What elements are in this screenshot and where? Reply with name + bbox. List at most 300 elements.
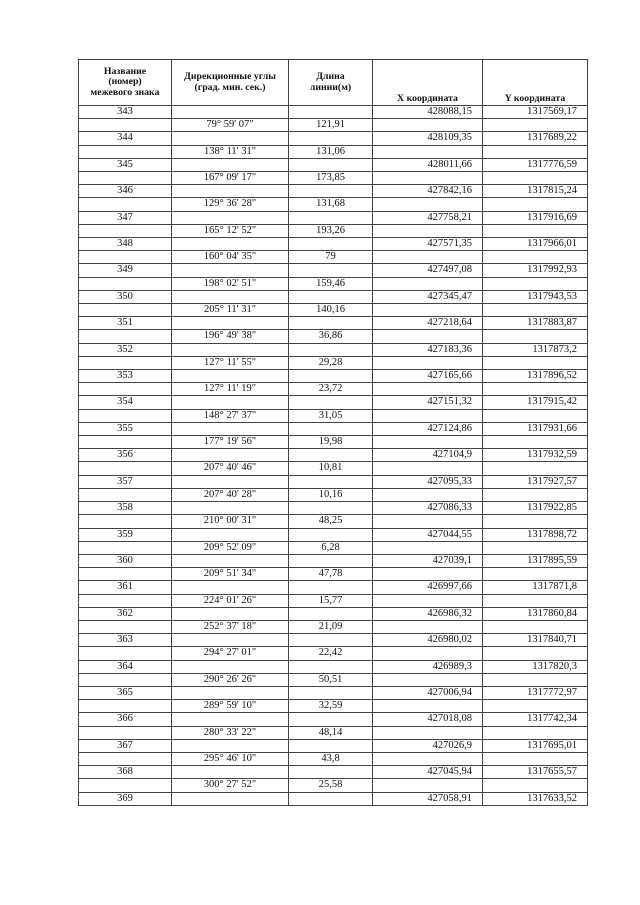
x-coordinate-cell: 427218,64	[373, 317, 483, 330]
empty-cell	[172, 739, 289, 752]
x-coordinate-cell: 427842,16	[373, 185, 483, 198]
empty-cell	[289, 713, 373, 726]
empty-cell	[373, 409, 483, 422]
empty-cell	[289, 449, 373, 462]
empty-cell	[373, 119, 483, 132]
mark-row	[79, 581, 588, 594]
empty-cell	[79, 620, 172, 633]
empty-cell	[79, 330, 172, 343]
empty-cell	[483, 198, 588, 211]
empty-cell	[483, 673, 588, 686]
directional-angle-cell: 167° 09' 17"	[172, 172, 289, 185]
mark-row	[79, 634, 588, 647]
table-body	[79, 106, 588, 806]
directional-angle-cell: 207° 40' 28"	[172, 488, 289, 501]
line-length-cell: 23,72	[289, 383, 373, 396]
segment-row	[79, 409, 588, 422]
mark-row	[79, 290, 588, 303]
y-coordinate-cell: 1317776,59	[483, 158, 588, 171]
directional-angle-cell: 290° 26' 26"	[172, 673, 289, 686]
empty-cell	[79, 462, 172, 475]
empty-cell	[79, 409, 172, 422]
segment-row	[79, 119, 588, 132]
empty-cell	[289, 502, 373, 515]
empty-cell	[289, 422, 373, 435]
empty-cell	[373, 304, 483, 317]
empty-cell	[483, 620, 588, 633]
empty-cell	[483, 251, 588, 264]
mark-name-cell: 364	[79, 660, 172, 673]
x-coordinate-cell: 427095,33	[373, 475, 483, 488]
mark-row	[79, 554, 588, 567]
directional-angle-cell: 138° 11' 31"	[172, 145, 289, 158]
x-coordinate-cell: 428011,66	[373, 158, 483, 171]
mark-name-cell: 348	[79, 238, 172, 251]
empty-cell	[483, 462, 588, 475]
empty-cell	[373, 356, 483, 369]
y-coordinate-cell: 1317896,52	[483, 370, 588, 383]
empty-cell	[172, 528, 289, 541]
empty-cell	[79, 304, 172, 317]
x-coordinate-cell: 427039,1	[373, 554, 483, 567]
empty-cell	[172, 238, 289, 251]
empty-cell	[483, 277, 588, 290]
x-coordinate-cell: 427086,33	[373, 502, 483, 515]
mark-name-cell: 367	[79, 739, 172, 752]
empty-cell	[289, 766, 373, 779]
segment-row	[79, 647, 588, 660]
mark-name-cell: 359	[79, 528, 172, 541]
empty-cell	[79, 488, 172, 501]
mark-row	[79, 449, 588, 462]
empty-cell	[373, 251, 483, 264]
mark-name-cell: 349	[79, 264, 172, 277]
segment-row	[79, 145, 588, 158]
empty-cell	[172, 660, 289, 673]
y-coordinate-cell: 1317895,59	[483, 554, 588, 567]
y-coordinate-cell: 1317871,8	[483, 581, 588, 594]
y-coordinate-cell: 1317815,24	[483, 185, 588, 198]
empty-cell	[172, 396, 289, 409]
empty-cell	[172, 686, 289, 699]
segment-row	[79, 436, 588, 449]
empty-cell	[79, 198, 172, 211]
x-coordinate-cell: 427018,08	[373, 713, 483, 726]
empty-cell	[483, 172, 588, 185]
empty-cell	[172, 502, 289, 515]
directional-angle-cell: 210° 00' 31"	[172, 515, 289, 528]
empty-cell	[79, 383, 172, 396]
segment-row	[79, 620, 588, 633]
mark-row	[79, 132, 588, 145]
empty-cell	[172, 792, 289, 805]
mark-name-cell: 357	[79, 475, 172, 488]
x-coordinate-cell: 427026,9	[373, 739, 483, 752]
empty-cell	[79, 436, 172, 449]
x-coordinate-cell: 427058,91	[373, 792, 483, 805]
empty-cell	[172, 713, 289, 726]
line-length-cell: 43,8	[289, 752, 373, 765]
directional-angle-cell: 209° 51' 34"	[172, 568, 289, 581]
empty-cell	[373, 752, 483, 765]
empty-cell	[172, 290, 289, 303]
mark-name-cell: 363	[79, 634, 172, 647]
empty-cell	[373, 462, 483, 475]
segment-row	[79, 383, 588, 396]
empty-cell	[172, 158, 289, 171]
x-coordinate-cell: 426989,3	[373, 660, 483, 673]
x-coordinate-cell: 427124,86	[373, 422, 483, 435]
line-length-cell: 140,16	[289, 304, 373, 317]
empty-cell	[172, 185, 289, 198]
mark-row	[79, 158, 588, 171]
segment-row	[79, 541, 588, 554]
directional-angle-cell: 209° 52' 09"	[172, 541, 289, 554]
y-coordinate-cell: 1317569,17	[483, 106, 588, 119]
line-length-cell: 79	[289, 251, 373, 264]
empty-cell	[373, 224, 483, 237]
empty-cell	[289, 528, 373, 541]
directional-angle-cell: 79° 59' 07"	[172, 119, 289, 132]
segment-row	[79, 462, 588, 475]
mark-name-cell: 346	[79, 185, 172, 198]
mark-row	[79, 528, 588, 541]
line-length-cell: 10,16	[289, 488, 373, 501]
mark-row	[79, 475, 588, 488]
mark-row	[79, 185, 588, 198]
directional-angle-cell: 196° 49' 38"	[172, 330, 289, 343]
x-coordinate-cell: 427571,35	[373, 238, 483, 251]
y-coordinate-cell: 1317932,59	[483, 449, 588, 462]
y-coordinate-cell: 1317772,97	[483, 686, 588, 699]
line-length-cell: 131,68	[289, 198, 373, 211]
segment-row	[79, 726, 588, 739]
x-coordinate-cell: 427151,32	[373, 396, 483, 409]
directional-angle-cell: 205° 11' 31"	[172, 304, 289, 317]
y-coordinate-cell: 1317916,69	[483, 211, 588, 224]
directional-angle-cell: 165° 12' 52"	[172, 224, 289, 237]
empty-cell	[373, 145, 483, 158]
line-length-cell: 6,28	[289, 541, 373, 554]
mark-name-cell: 355	[79, 422, 172, 435]
empty-cell	[172, 554, 289, 567]
x-coordinate-cell: 427104,9	[373, 449, 483, 462]
mark-row	[79, 739, 588, 752]
directional-angle-cell: 280° 33' 22"	[172, 726, 289, 739]
header-x-coordinate: X координата	[373, 60, 483, 106]
segment-row	[79, 752, 588, 765]
directional-angle-cell: 224° 01' 26"	[172, 594, 289, 607]
y-coordinate-cell: 1317860,84	[483, 607, 588, 620]
empty-cell	[289, 238, 373, 251]
x-coordinate-cell: 427183,36	[373, 343, 483, 356]
empty-cell	[289, 554, 373, 567]
empty-cell	[79, 172, 172, 185]
header-line-length: Длина линии(м)	[289, 60, 373, 106]
empty-cell	[79, 277, 172, 290]
empty-cell	[79, 673, 172, 686]
mark-row	[79, 211, 588, 224]
y-coordinate-cell: 1317689,22	[483, 132, 588, 145]
empty-cell	[289, 132, 373, 145]
empty-cell	[289, 211, 373, 224]
mark-row	[79, 343, 588, 356]
empty-cell	[172, 475, 289, 488]
empty-cell	[373, 700, 483, 713]
line-length-cell: 48,14	[289, 726, 373, 739]
empty-cell	[373, 436, 483, 449]
empty-cell	[483, 330, 588, 343]
directional-angle-cell: 294° 27' 01"	[172, 647, 289, 660]
header-directional-angle: Дирекционные углы (град. мин. сек.)	[172, 60, 289, 106]
empty-cell	[79, 515, 172, 528]
empty-cell	[373, 594, 483, 607]
empty-cell	[373, 620, 483, 633]
empty-cell	[483, 752, 588, 765]
empty-cell	[79, 700, 172, 713]
line-length-cell: 173,85	[289, 172, 373, 185]
line-length-cell: 19,98	[289, 436, 373, 449]
empty-cell	[483, 515, 588, 528]
x-coordinate-cell: 427345,47	[373, 290, 483, 303]
segment-row	[79, 330, 588, 343]
directional-angle-cell: 207° 40' 46"	[172, 462, 289, 475]
boundary-marks-table	[78, 59, 588, 806]
mark-name-cell: 356	[79, 449, 172, 462]
empty-cell	[483, 726, 588, 739]
empty-cell	[373, 568, 483, 581]
segment-row	[79, 594, 588, 607]
empty-cell	[289, 185, 373, 198]
y-coordinate-cell: 1317943,53	[483, 290, 588, 303]
empty-cell	[172, 106, 289, 119]
segment-row	[79, 251, 588, 264]
empty-cell	[79, 779, 172, 792]
empty-cell	[483, 779, 588, 792]
segment-row	[79, 515, 588, 528]
empty-cell	[172, 211, 289, 224]
header-mark-name: Название (номер) межевого знака	[79, 60, 172, 106]
empty-cell	[289, 158, 373, 171]
mark-row	[79, 792, 588, 805]
empty-cell	[483, 224, 588, 237]
empty-cell	[79, 541, 172, 554]
empty-cell	[483, 409, 588, 422]
empty-cell	[172, 422, 289, 435]
mark-name-cell: 351	[79, 317, 172, 330]
empty-cell	[373, 330, 483, 343]
empty-cell	[79, 356, 172, 369]
line-length-cell: 131,06	[289, 145, 373, 158]
empty-cell	[483, 145, 588, 158]
y-coordinate-cell: 1317915,42	[483, 396, 588, 409]
y-coordinate-cell: 1317840,71	[483, 634, 588, 647]
y-coordinate-cell: 1317922,85	[483, 502, 588, 515]
directional-angle-cell: 127° 11' 19"	[172, 383, 289, 396]
empty-cell	[289, 343, 373, 356]
empty-cell	[172, 607, 289, 620]
directional-angle-cell: 127° 11' 55"	[172, 356, 289, 369]
empty-cell	[289, 475, 373, 488]
mark-name-cell: 362	[79, 607, 172, 620]
mark-name-cell: 347	[79, 211, 172, 224]
y-coordinate-cell: 1317927,57	[483, 475, 588, 488]
mark-name-cell: 365	[79, 686, 172, 699]
line-length-cell: 193,26	[289, 224, 373, 237]
empty-cell	[373, 383, 483, 396]
x-coordinate-cell: 427165,66	[373, 370, 483, 383]
segment-row	[79, 198, 588, 211]
empty-cell	[373, 726, 483, 739]
mark-name-cell: 350	[79, 290, 172, 303]
mark-row	[79, 238, 588, 251]
directional-angle-cell: 300° 27' 52"	[172, 779, 289, 792]
segment-row	[79, 356, 588, 369]
mark-name-cell: 360	[79, 554, 172, 567]
empty-cell	[172, 449, 289, 462]
empty-cell	[79, 251, 172, 264]
directional-angle-cell: 252° 37' 18"	[172, 620, 289, 633]
mark-name-cell: 368	[79, 766, 172, 779]
empty-cell	[289, 106, 373, 119]
x-coordinate-cell: 427044,55	[373, 528, 483, 541]
y-coordinate-cell: 1317742,34	[483, 713, 588, 726]
empty-cell	[289, 792, 373, 805]
empty-cell	[289, 660, 373, 673]
empty-cell	[483, 700, 588, 713]
empty-cell	[373, 198, 483, 211]
line-length-cell: 25,58	[289, 779, 373, 792]
empty-cell	[483, 383, 588, 396]
mark-name-cell: 366	[79, 713, 172, 726]
empty-cell	[483, 119, 588, 132]
empty-cell	[373, 541, 483, 554]
empty-cell	[289, 739, 373, 752]
empty-cell	[373, 488, 483, 501]
empty-cell	[483, 356, 588, 369]
empty-cell	[289, 607, 373, 620]
empty-cell	[172, 581, 289, 594]
mark-row	[79, 396, 588, 409]
mark-row	[79, 422, 588, 435]
empty-cell	[79, 145, 172, 158]
y-coordinate-cell: 1317966,01	[483, 238, 588, 251]
x-coordinate-cell: 426986,32	[373, 607, 483, 620]
x-coordinate-cell: 427758,21	[373, 211, 483, 224]
segment-row	[79, 304, 588, 317]
mark-row	[79, 502, 588, 515]
empty-cell	[483, 568, 588, 581]
directional-angle-cell: 289° 59' 10"	[172, 700, 289, 713]
y-coordinate-cell: 1317820,3	[483, 660, 588, 673]
line-length-cell: 15,77	[289, 594, 373, 607]
empty-cell	[79, 568, 172, 581]
x-coordinate-cell: 428088,15	[373, 106, 483, 119]
header-y-coordinate: Y координата	[483, 60, 588, 106]
y-coordinate-cell: 1317931,66	[483, 422, 588, 435]
empty-cell	[483, 594, 588, 607]
line-length-cell: 21,09	[289, 620, 373, 633]
empty-cell	[289, 317, 373, 330]
empty-cell	[289, 396, 373, 409]
mark-name-cell: 353	[79, 370, 172, 383]
empty-cell	[483, 488, 588, 501]
directional-angle-cell: 160° 04' 35"	[172, 251, 289, 264]
empty-cell	[172, 766, 289, 779]
empty-cell	[289, 634, 373, 647]
empty-cell	[172, 343, 289, 356]
empty-cell	[483, 541, 588, 554]
mark-name-cell: 345	[79, 158, 172, 171]
mark-name-cell: 352	[79, 343, 172, 356]
mark-row	[79, 370, 588, 383]
empty-cell	[483, 647, 588, 660]
segment-row	[79, 277, 588, 290]
empty-cell	[373, 277, 483, 290]
line-length-cell: 36,86	[289, 330, 373, 343]
directional-angle-cell: 129° 36' 28"	[172, 198, 289, 211]
segment-row	[79, 488, 588, 501]
empty-cell	[483, 436, 588, 449]
empty-cell	[172, 132, 289, 145]
segment-row	[79, 568, 588, 581]
mark-name-cell: 358	[79, 502, 172, 515]
segment-row	[79, 700, 588, 713]
y-coordinate-cell: 1317695,01	[483, 739, 588, 752]
segment-row	[79, 779, 588, 792]
empty-cell	[373, 673, 483, 686]
line-length-cell: 50,51	[289, 673, 373, 686]
empty-cell	[79, 224, 172, 237]
empty-cell	[79, 752, 172, 765]
directional-angle-cell: 177° 19' 56"	[172, 436, 289, 449]
empty-cell	[79, 594, 172, 607]
x-coordinate-cell: 427045,94	[373, 766, 483, 779]
empty-cell	[79, 119, 172, 132]
directional-angle-cell: 198° 02' 51"	[172, 277, 289, 290]
empty-cell	[373, 779, 483, 792]
line-length-cell: 159,46	[289, 277, 373, 290]
mark-row	[79, 713, 588, 726]
empty-cell	[79, 726, 172, 739]
mark-row	[79, 766, 588, 779]
empty-cell	[79, 647, 172, 660]
x-coordinate-cell: 426980,02	[373, 634, 483, 647]
empty-cell	[172, 317, 289, 330]
mark-row	[79, 660, 588, 673]
empty-cell	[373, 515, 483, 528]
empty-cell	[483, 304, 588, 317]
segment-row	[79, 224, 588, 237]
y-coordinate-cell: 1317898,72	[483, 528, 588, 541]
y-coordinate-cell: 1317883,87	[483, 317, 588, 330]
mark-name-cell: 361	[79, 581, 172, 594]
line-length-cell: 121,91	[289, 119, 373, 132]
mark-name-cell: 369	[79, 792, 172, 805]
mark-row	[79, 317, 588, 330]
empty-cell	[172, 264, 289, 277]
empty-cell	[289, 290, 373, 303]
x-coordinate-cell: 427497,08	[373, 264, 483, 277]
empty-cell	[172, 370, 289, 383]
mark-name-cell: 344	[79, 132, 172, 145]
directional-angle-cell: 148° 27' 37"	[172, 409, 289, 422]
line-length-cell: 29,28	[289, 356, 373, 369]
empty-cell	[373, 172, 483, 185]
line-length-cell: 48,25	[289, 515, 373, 528]
mark-row	[79, 686, 588, 699]
y-coordinate-cell: 1317633,52	[483, 792, 588, 805]
